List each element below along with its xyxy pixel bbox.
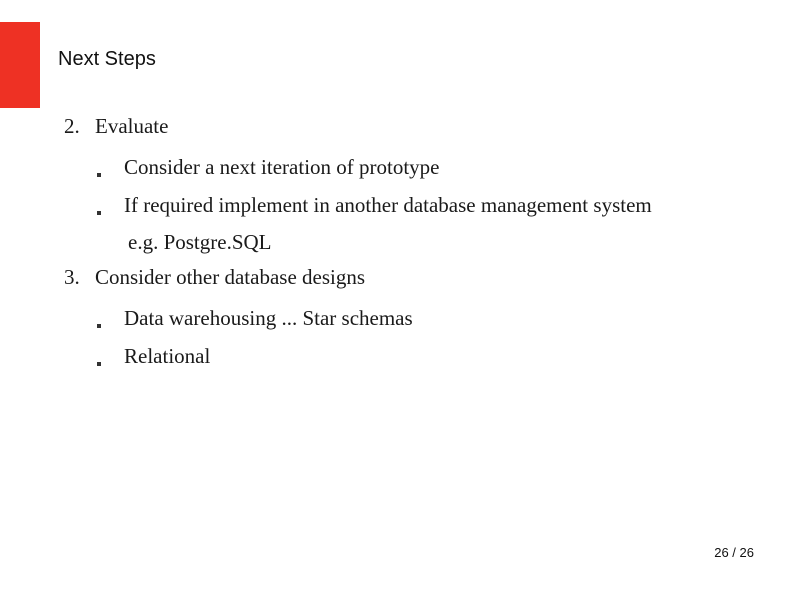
page-number: 26 / 26	[714, 545, 754, 560]
bullet-item: If required implement in another database management system	[124, 193, 652, 217]
bullet-icon	[97, 362, 101, 366]
bullet-item: Consider a next iteration of prototype	[124, 155, 440, 179]
section-number: 2.	[64, 114, 80, 138]
bullet-icon	[97, 324, 101, 328]
bullet-icon	[97, 211, 101, 215]
bullet-item: Data warehousing ... Star schemas	[124, 306, 413, 330]
section-number: 3.	[64, 265, 80, 289]
section-heading: Evaluate	[95, 114, 169, 138]
accent-bar	[0, 22, 40, 108]
bullet-icon	[97, 173, 101, 177]
bullet-item: Relational	[124, 344, 211, 368]
section-heading: Consider other database designs	[95, 265, 366, 289]
bullet-continuation: e.g. Postgre.SQL	[128, 230, 272, 254]
slide-title: Next Steps	[58, 48, 156, 70]
